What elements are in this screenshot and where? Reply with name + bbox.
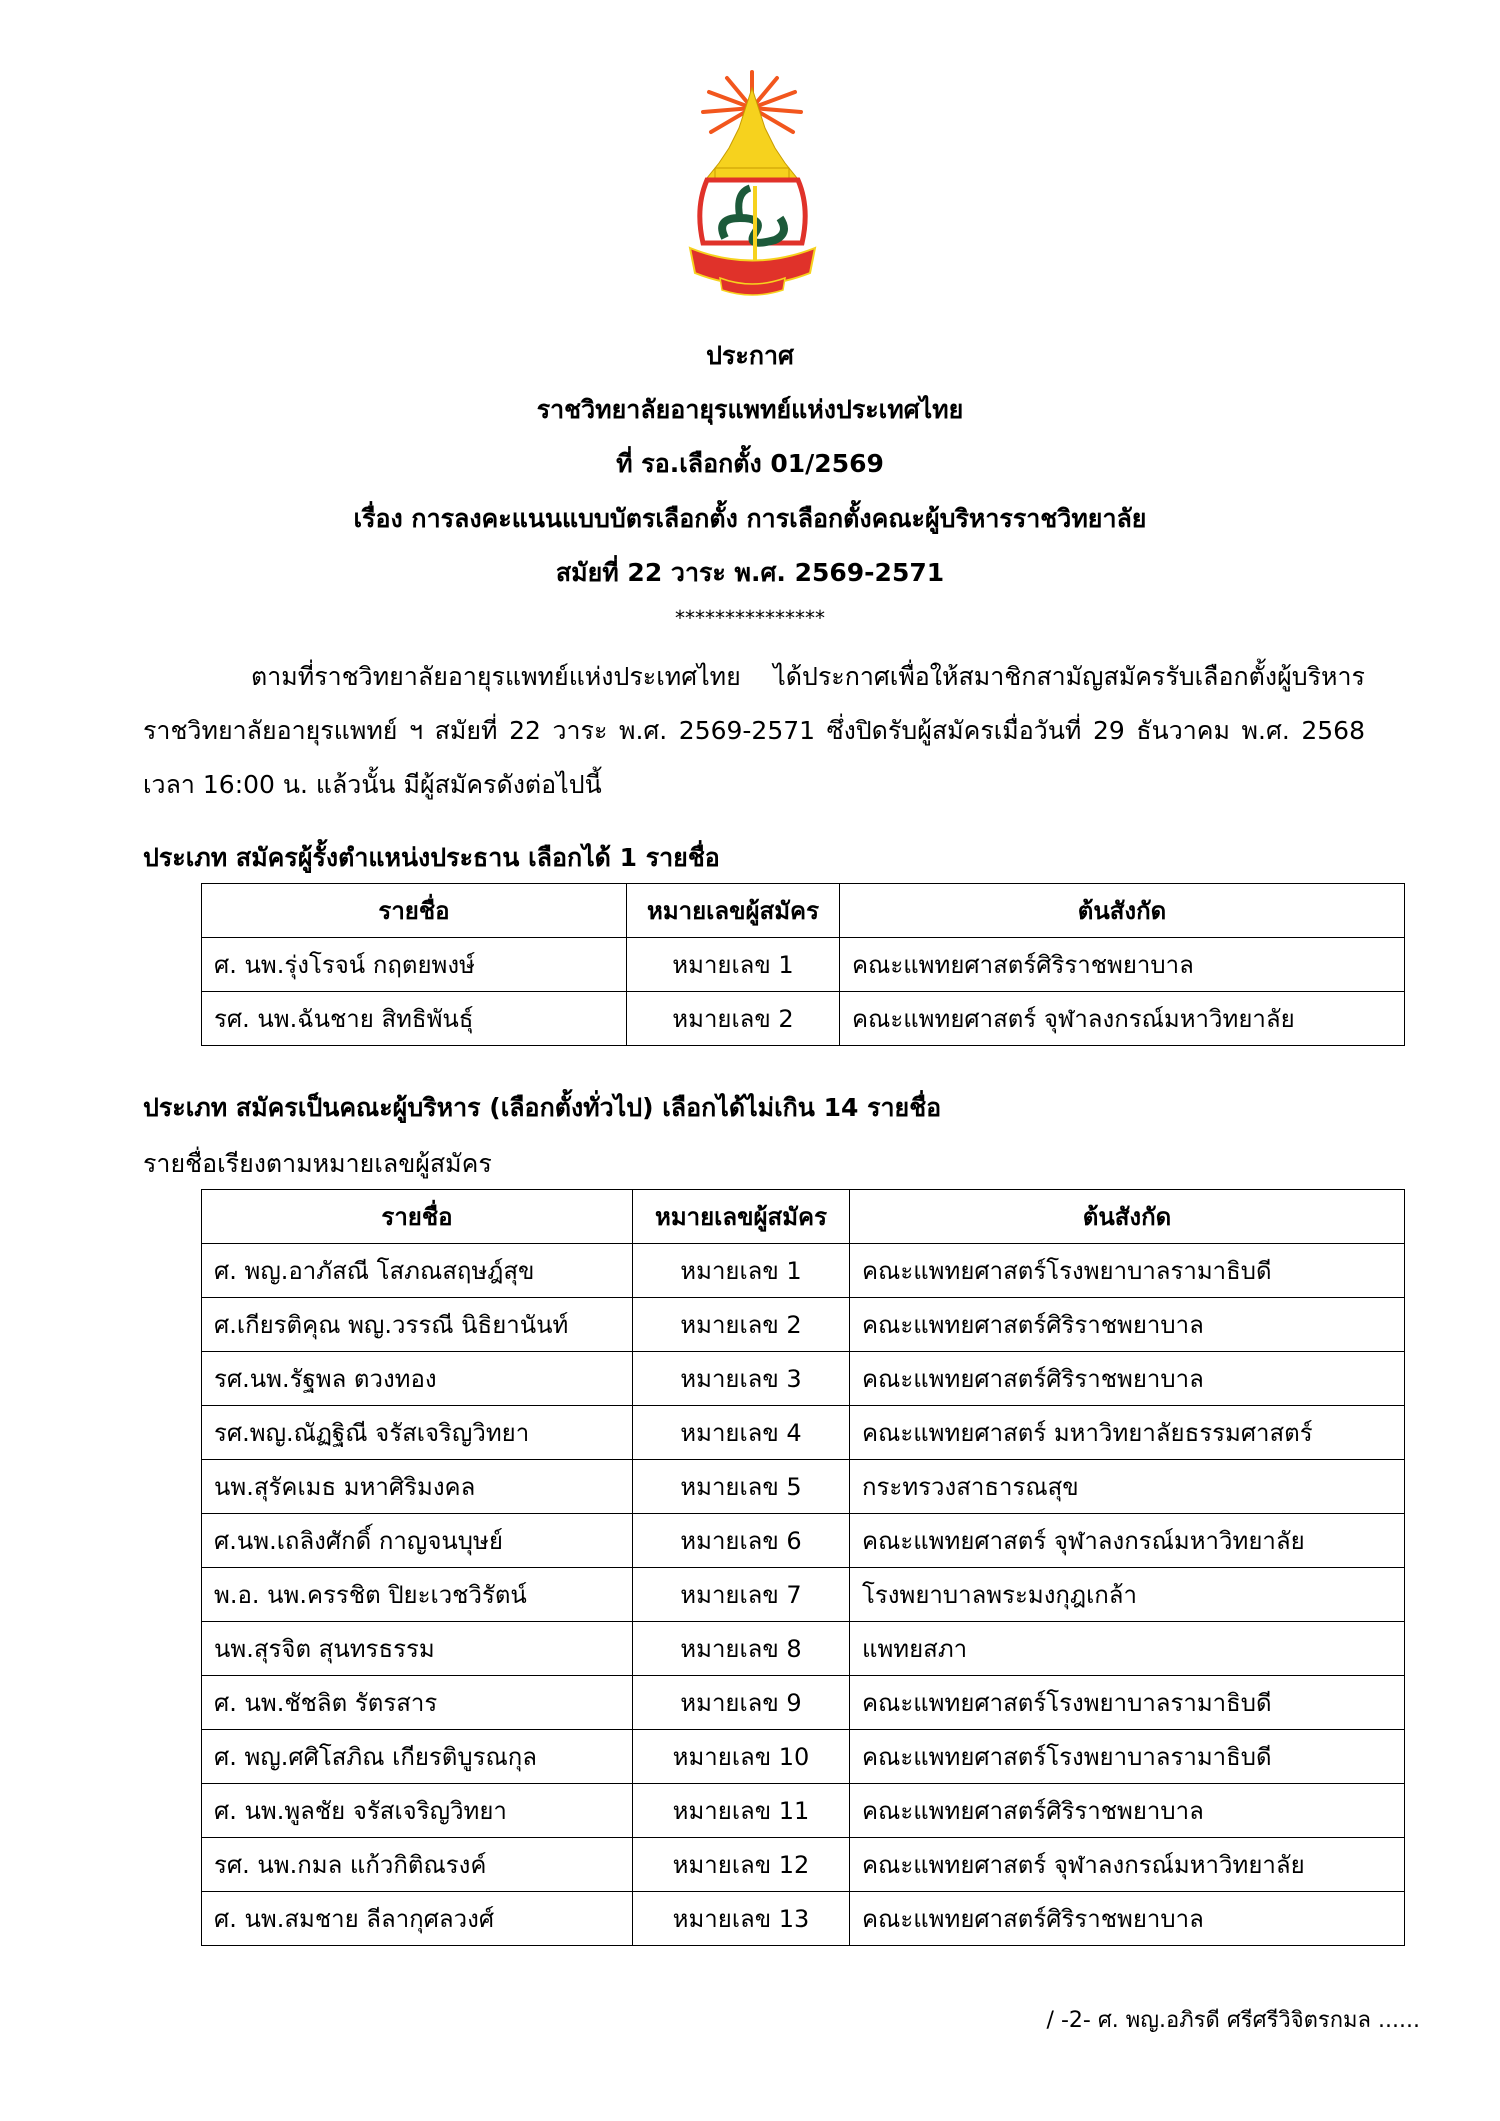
- term-line: สมัยที่ 22 วาระ พ.ศ. 2569-2571: [555, 558, 945, 587]
- candidate-name: ศ.เกียรติคุณ พญ.วรรณี นิธิยานันท์: [202, 1298, 633, 1352]
- table-row: [202, 938, 1405, 992]
- column-header-affiliation: ต้นสังกัด: [840, 884, 1405, 938]
- candidate-number: หมายเลข 4: [633, 1406, 850, 1460]
- table-row: [202, 1406, 1405, 1460]
- candidate-number: หมายเลข 11: [633, 1784, 850, 1838]
- candidate-name: ศ. พญ.อาภัสณี โสภณสฤษฎ์สุข: [202, 1244, 633, 1298]
- candidate-number: หมายเลข 6: [633, 1514, 850, 1568]
- candidate-affiliation: กระทรวงสาธารณสุข: [850, 1460, 1405, 1514]
- organization-name: ราชวิทยาลัยอายุรแพทย์แห่งประเทศไทย: [536, 395, 964, 424]
- candidate-name: ศ. นพ.ชัชลิต รัตรสาร: [202, 1676, 633, 1730]
- candidate-name: ศ. นพ.รุ่งโรจน์ กฤตยพงษ์: [202, 938, 627, 992]
- candidate-name: รศ. นพ.กมล แก้วกิติณรงค์: [202, 1838, 633, 1892]
- table-row: [202, 1298, 1405, 1352]
- candidate-number: หมายเลข 1: [627, 938, 840, 992]
- table-row: [202, 1568, 1405, 1622]
- table-row: [202, 1892, 1405, 1946]
- candidate-affiliation: คณะแพทยศาสตร์ จุฬาลงกรณ์มหาวิทยาลัย: [840, 992, 1405, 1046]
- section2-note: รายชื่อเรียงตามหมายเลขผู้สมัคร: [143, 1149, 492, 1178]
- table-row: [202, 1730, 1405, 1784]
- candidate-affiliation: คณะแพทยศาสตร์ศิริราชพยาบาล: [850, 1892, 1405, 1946]
- chair-candidates-table: [201, 883, 1405, 1046]
- section2-heading: ประเภท สมัครเป็นคณะผู้บริหาร (เลือกตั้งทั่วไป) เลือกได้ไม่เกิน 14 รายชื่อ: [143, 1093, 942, 1122]
- candidate-name: ศ.นพ.เถลิงศักดิ์ กาญจนบุษย์: [202, 1514, 633, 1568]
- candidate-number: หมายเลข 2: [633, 1298, 850, 1352]
- candidate-name: ศ. พญ.ศศิโสภิณ เกียรติบูรณกุล: [202, 1730, 633, 1784]
- candidate-number: หมายเลข 8: [633, 1622, 850, 1676]
- table-row: [202, 1784, 1405, 1838]
- reference-number: ที่ รอ.เลือกตั้ง 01/2569: [616, 449, 884, 478]
- candidate-affiliation: คณะแพทยศาสตร์ศิริราชพยาบาล: [850, 1784, 1405, 1838]
- candidate-affiliation: คณะแพทยศาสตร์โรงพยาบาลรามาธิบดี: [850, 1676, 1405, 1730]
- candidate-affiliation: โรงพยาบาลพระมงกุฎเกล้า: [850, 1568, 1405, 1622]
- table-row: [202, 1676, 1405, 1730]
- candidate-number: หมายเลข 5: [633, 1460, 850, 1514]
- candidate-number: หมายเลข 1: [633, 1244, 850, 1298]
- table-row: [202, 1514, 1405, 1568]
- candidate-name: ศ. นพ.พูลชัย จรัสเจริญวิทยา: [202, 1784, 633, 1838]
- candidate-number: หมายเลข 12: [633, 1838, 850, 1892]
- candidate-number: หมายเลข 10: [633, 1730, 850, 1784]
- candidate-name: รศ.นพ.รัฐพล ตวงทอง: [202, 1352, 633, 1406]
- candidate-affiliation: คณะแพทยศาสตร์ศิริราชพยาบาล: [850, 1298, 1405, 1352]
- candidate-affiliation: แพทยสภา: [850, 1622, 1405, 1676]
- candidate-affiliation: คณะแพทยศาสตร์ จุฬาลงกรณ์มหาวิทยาลัย: [850, 1514, 1405, 1568]
- candidate-affiliation: คณะแพทยศาสตร์ศิริราชพยาบาล: [850, 1352, 1405, 1406]
- column-header-number: หมายเลขผู้สมัคร: [627, 884, 840, 938]
- candidate-number: หมายเลข 9: [633, 1676, 850, 1730]
- separator: ***************: [675, 606, 825, 630]
- table-row: [202, 1622, 1405, 1676]
- table-row: [202, 992, 1405, 1046]
- table-row: [202, 1244, 1405, 1298]
- intro-text: ตามที่ราชวิทยาลัยอายุรแพทย์แห่งประเทศไทย ได้ประกาศเพื่อให้สมาชิกสามัญสมัครรับเลือกตั้งผู้บริหาร ราชวิทยาลัยอายุรแพทย์ ฯ สมัยที่ 22 วาระ พ.ศ. 2569-2571 ซึ่งปิดรับผู้สมัครเมื่อวันที่ 29 ธันวาคม พ.ศ. 2568 เวลา 16:00 น. แล้วนั้น มีผู้สมัครดังต่อไปนี้: [143, 662, 1365, 799]
- page-continuation: / -2- ศ. พญ.อภิรดี ศรีศรีวิจิตรกมล ......: [1046, 2008, 1420, 2033]
- column-header-number: หมายเลขผู้สมัคร: [633, 1190, 850, 1244]
- table-header-row: [202, 884, 1405, 938]
- candidate-name: รศ. นพ.ฉันชาย สิทธิพันธุ์: [202, 992, 627, 1046]
- column-header-affiliation: ต้นสังกัด: [850, 1190, 1405, 1244]
- column-header-name: รายชื่อ: [202, 884, 627, 938]
- table-row: [202, 1352, 1405, 1406]
- candidate-affiliation: คณะแพทยศาสตร์ จุฬาลงกรณ์มหาวิทยาลัย: [850, 1838, 1405, 1892]
- college-emblem-logo: [685, 68, 820, 304]
- candidate-name: รศ.พญ.ณัฏฐิณี จรัสเจริญวิทยา: [202, 1406, 633, 1460]
- column-header-name: รายชื่อ: [202, 1190, 633, 1244]
- candidate-number: หมายเลข 13: [633, 1892, 850, 1946]
- table-row: [202, 1460, 1405, 1514]
- executive-candidates-table: [201, 1189, 1405, 1946]
- candidate-affiliation: คณะแพทยศาสตร์โรงพยาบาลรามาธิบดี: [850, 1730, 1405, 1784]
- candidate-number: หมายเลข 2: [627, 992, 840, 1046]
- candidate-name: นพ.สุรจิต สุนทรธรรม: [202, 1622, 633, 1676]
- section1-heading: ประเภท สมัครผู้รั้งตำแหน่งประธาน เลือกได้ 1 รายชื่อ: [143, 843, 720, 872]
- candidate-number: หมายเลข 7: [633, 1568, 850, 1622]
- subject-line: เรื่อง การลงคะแนนแบบบัตรเลือกตั้ง การเลือกตั้งคณะผู้บริหารราชวิทยาลัย: [353, 504, 1147, 533]
- candidate-name: พ.อ. นพ.ครรชิต ปิยะเวชวิรัตน์: [202, 1568, 633, 1622]
- candidate-affiliation: คณะแพทยศาสตร์ มหาวิทยาลัยธรรมศาสตร์: [850, 1406, 1405, 1460]
- candidate-name: ศ. นพ.สมชาย ลีลากุศลวงศ์: [202, 1892, 633, 1946]
- candidate-name: นพ.สุรัคเมธ มหาศิริมงคล: [202, 1460, 633, 1514]
- candidate-number: หมายเลข 3: [633, 1352, 850, 1406]
- candidate-affiliation: คณะแพทยศาสตร์โรงพยาบาลรามาธิบดี: [850, 1244, 1405, 1298]
- table-header-row: [202, 1190, 1405, 1244]
- candidate-affiliation: คณะแพทยศาสตร์ศิริราชพยาบาล: [840, 938, 1405, 992]
- document-title: ประกาศ: [706, 341, 794, 370]
- table-row: [202, 1838, 1405, 1892]
- intro-paragraph: [143, 650, 1365, 812]
